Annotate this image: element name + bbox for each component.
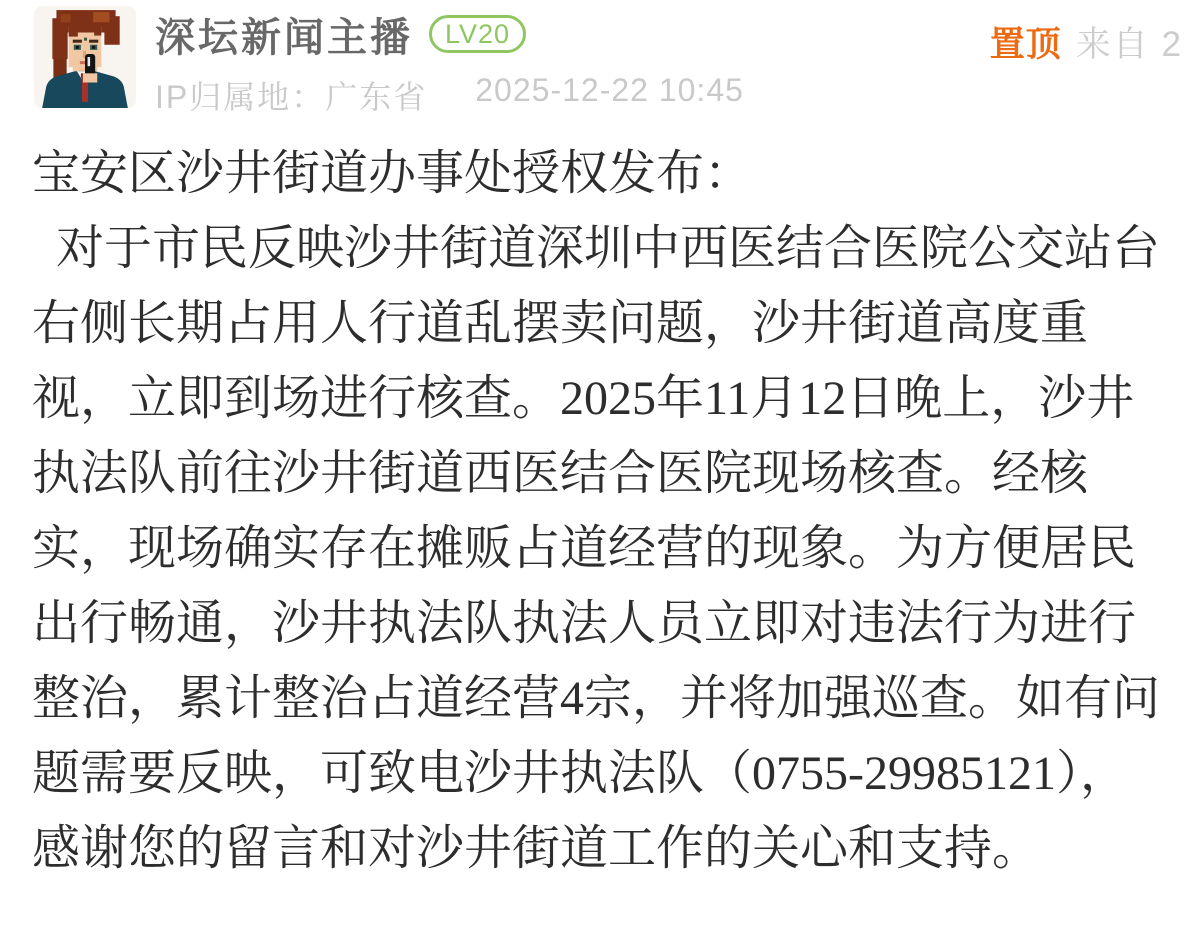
post-text-line: 执法队前往沙井街道西医结合医院现场核查。经核 [32, 447, 1089, 500]
post-text-line: 右侧长期占用人行道乱摆卖问题，沙井街道高度重 [32, 297, 1089, 350]
post-header [0, 0, 1202, 130]
post-content [32, 136, 1177, 886]
post-text-line: 整治，累计整治占道经营4宗，并将加强巡查。如有问 [32, 672, 1161, 725]
level-badge: LV20 [429, 15, 526, 53]
ip-location-label: IP归属地：广东省 [155, 79, 428, 115]
header-badges [990, 17, 1183, 67]
username-link[interactable]: 深坛新闻主播 [155, 15, 413, 60]
post-text-line: 实，现场确实存在摊贩占道经营的现象。为方便居民 [32, 522, 1137, 575]
post-text-line: 题需要反映，可致电沙井执法队（0755-29985121）， [32, 747, 1128, 800]
header-user-info [155, 10, 744, 118]
post-meta-row [155, 72, 744, 118]
post-text-line: 对于市民反映沙井街道深圳中西医结合医院公交站台 [32, 222, 1161, 275]
source-floor-link[interactable]: 来自 2 [1075, 25, 1183, 64]
post-text-line: 出行畅通，沙井执法队执法人员立即对违法行为进行 [32, 597, 1137, 650]
pinned-badge: 置顶 [989, 25, 1062, 64]
post-text-line: 感谢您的留言和对沙井街道工作的关心和支持。 [32, 822, 1041, 875]
username-row [155, 10, 744, 58]
post-text-line: 宝安区沙井街道办事处授权发布： [32, 147, 753, 200]
post-text-line: 视，立即到场进行核查。2025年11月12日晚上，沙井 [32, 372, 1135, 425]
avatar[interactable] [34, 6, 136, 108]
avatar-image [34, 6, 136, 108]
post-timestamp: 2025-12-22 10:45 [475, 72, 744, 108]
